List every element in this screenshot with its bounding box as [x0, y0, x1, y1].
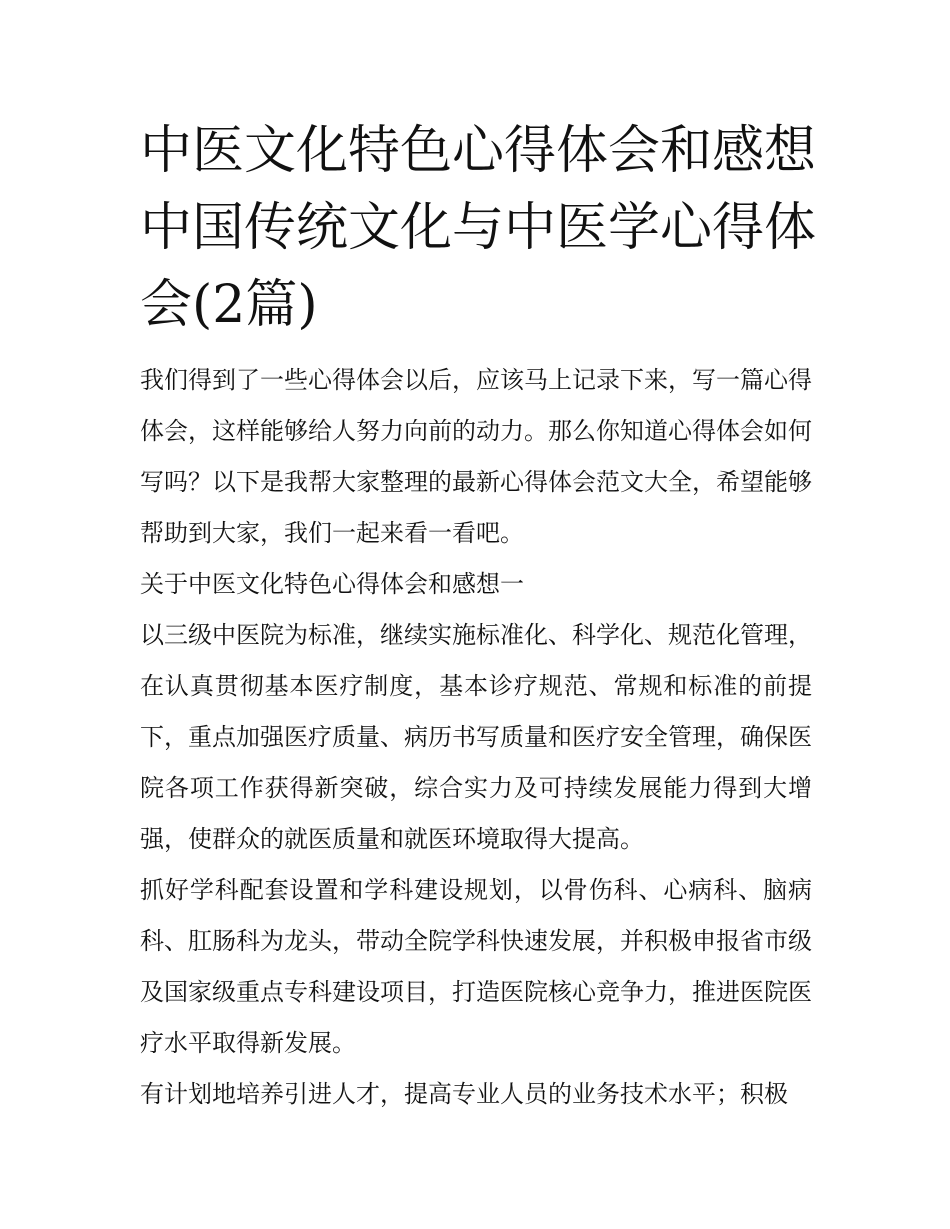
- paragraph-disciplines: 抓好学科配套设置和学科建设规划，以骨伤科、心病科、脑病科、肛肠科为龙头，带动全院学科快速发展，并积极申报省市级及国家级重点专科建设项目，打造医院核心竞争力，推进医院医疗水平取得新发展。: [140, 876, 812, 1057]
- section-heading: 关于中医文化特色心得体会和感想一: [140, 570, 524, 598]
- paragraph-talent: 有计划地培养引进人才，提高专业人员的业务技术水平；积极: [140, 1080, 788, 1108]
- document-title: 中医文化特色心得体会和感想中国传统文化与中医学心得体会(2篇): [140, 121, 817, 335]
- paragraph-standards: 以三级中医院为标准，继续实施标准化、科学化、规范化管理，在认真贯彻基本医疗制度，基本诊疗规范、常规和标准的前提下，重点加强医疗质量、病历书写质量和医疗安全管理，确保医院各项工作获得新突破，综合实力及可持续发展能力得到大增强，使群众的就医质量和就医环境取得大提高。: [140, 621, 812, 853]
- document-body: [140, 355, 812, 1120]
- paragraph-intro: 我们得到了一些心得体会以后，应该马上记录下来，写一篇心得体会，这样能够给人努力向前的动力。那么你知道心得体会如何写吗？以下是我帮大家整理的最新心得体会范文大全，希望能够帮助到大家，我们一起来看一看吧。: [140, 366, 812, 547]
